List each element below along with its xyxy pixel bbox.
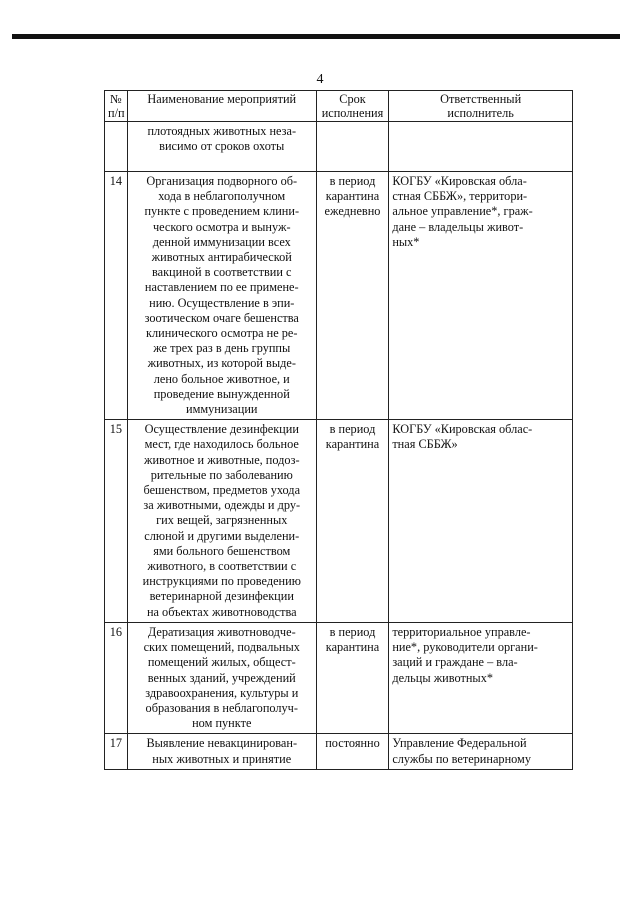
measure-name-line: рительные по заболеванию: [150, 467, 293, 482]
measure-name-line: ветеринарной дезинфекции: [149, 589, 294, 604]
measure-name-line: на объектах животноводства: [146, 604, 297, 619]
measure-name-line: животного, в соответствии с: [147, 559, 297, 574]
measure-name-line: ских помещений, подвальных: [143, 640, 300, 655]
measure-name-line: инструкциями по проведению: [142, 574, 301, 589]
measure-name-line: проведение вынужденной: [153, 386, 290, 401]
table-row: [105, 622, 573, 733]
row-number: 17: [105, 734, 128, 769]
header-name: Наименование мероприятий: [127, 91, 316, 122]
measure-name-line: денной иммунизации всех: [152, 234, 291, 249]
execution-term: [316, 420, 389, 623]
table-row: [105, 420, 573, 623]
measure-name-line: венных зданий, учреждений: [147, 670, 296, 685]
measure-name-line: наставлением по ее примене-: [144, 280, 299, 295]
responsible-party-line: ных*: [392, 234, 420, 249]
responsible-party-line: территориальное управле-: [392, 624, 531, 639]
measure-name-line: за животными, одежды и дру-: [143, 498, 301, 513]
measure-name-line: животных антирабической: [151, 250, 292, 265]
execution-term-line: постоянно: [325, 736, 380, 751]
measure-name-line: плотоядных животных неза-: [147, 124, 297, 138]
table-row: [105, 172, 573, 420]
execution-term-line: в период: [329, 422, 376, 437]
measure-name-line: ями больного бешенством: [153, 543, 291, 558]
responsible-party-line: КОГБУ «Кировская облас-: [392, 422, 533, 437]
measure-name-line: животных, из которой выде-: [147, 356, 296, 371]
responsible-party-line: службы по ветеринарному: [392, 751, 531, 766]
measure-name: [127, 622, 316, 733]
execution-term: [316, 122, 389, 172]
measure-name-line: ных животных и принятие: [152, 751, 292, 766]
measure-name-line: мест, где находилось больное: [144, 437, 299, 452]
responsible-party: [389, 122, 573, 172]
page-number: 4: [316, 72, 324, 87]
measure-name: [127, 420, 316, 623]
execution-term: [316, 622, 389, 733]
measure-name-line: висимо от сроков охоты: [159, 139, 285, 154]
responsible-party-line: дельцы животных*: [392, 670, 493, 685]
row-number: [105, 122, 128, 172]
measure-name-line: же трех раз в день группы: [153, 341, 291, 356]
row-number: 15: [105, 420, 128, 623]
responsible-party: [389, 622, 573, 733]
responsible-party-line: ние*, руководители органи-: [392, 640, 538, 655]
responsible-party-line: Управление Федеральной: [392, 736, 527, 751]
row-number: 14: [105, 172, 128, 420]
table-body: [105, 122, 573, 770]
execution-term-line: карантина: [325, 437, 380, 452]
measure-name-line: Выявление невакцинирован-: [146, 736, 298, 751]
responsible-party-line: заций и граждане – вла-: [392, 655, 518, 670]
execution-term: [316, 734, 389, 769]
header-num: № п/п: [105, 91, 128, 122]
measure-name-line: зоотическом очаге бешенства: [144, 310, 299, 325]
table-row: [105, 734, 573, 769]
responsible-party-line: альное управление*, граж-: [392, 204, 533, 219]
header-term: Срок исполнения: [316, 91, 389, 122]
measure-name-line: Осуществление дезинфекции: [144, 422, 299, 437]
measure-name-line: пункте с проведением клини-: [144, 204, 300, 219]
execution-term: [316, 172, 389, 420]
measure-name-line: хода в неблагополучном: [158, 189, 286, 204]
execution-term-line: карантина: [325, 640, 380, 655]
measure-name-line: животное и животные, подоз-: [143, 452, 300, 467]
measure-name-line: гих вещей, загрязненных: [156, 513, 288, 528]
measure-name-line: слюной и другими выделени-: [144, 528, 300, 543]
responsible-party-line: тная СББЖ»: [392, 437, 458, 452]
measure-name-line: помещений жилых, общест-: [147, 655, 296, 670]
measure-name-line: бешенством, предметов ухода: [143, 483, 301, 498]
execution-term-line: карантина: [325, 189, 380, 204]
top-rule: [12, 34, 620, 39]
responsible-party: [389, 734, 573, 769]
measure-name-line: Дератизация животноводче-: [147, 624, 296, 639]
execution-term-line: в период: [329, 174, 376, 188]
responsible-party: [389, 420, 573, 623]
table-row: [105, 122, 573, 172]
responsible-party-line: дане – владельцы живот-: [392, 219, 524, 234]
responsible-party: [389, 172, 573, 420]
measure-name-line: лено больное животное, и: [153, 371, 290, 386]
responsible-party-line: КОГБУ «Кировская обла-: [392, 174, 527, 188]
execution-term-line: в период: [329, 624, 376, 639]
row-number: 16: [105, 622, 128, 733]
measure-name-line: здравоохранения, культуры и: [145, 685, 299, 700]
measure-name-line: Организация подворного об-: [146, 174, 298, 188]
measures-table: [104, 90, 573, 770]
measure-name-line: образования в неблагополуч-: [145, 700, 298, 715]
measure-name-line: вакциной в соответствии с: [151, 265, 292, 280]
measure-name-line: нию. Осуществление в эпи-: [149, 295, 295, 310]
table-header-row: [105, 91, 573, 122]
measure-name-line: клинического осмотра не ре-: [146, 326, 298, 341]
measure-name: [127, 172, 316, 420]
measure-name-line: ческого осмотра и вынуж-: [152, 219, 291, 234]
header-responsible: Ответственный исполнитель: [389, 91, 573, 122]
measure-name: [127, 734, 316, 769]
responsible-party-line: стная СББЖ», территори-: [392, 189, 528, 204]
measure-name-line: иммунизации: [186, 402, 258, 417]
execution-term-line: ежедневно: [324, 204, 381, 219]
measure-name-line: ном пункте: [192, 716, 252, 731]
measure-name: [127, 122, 316, 172]
